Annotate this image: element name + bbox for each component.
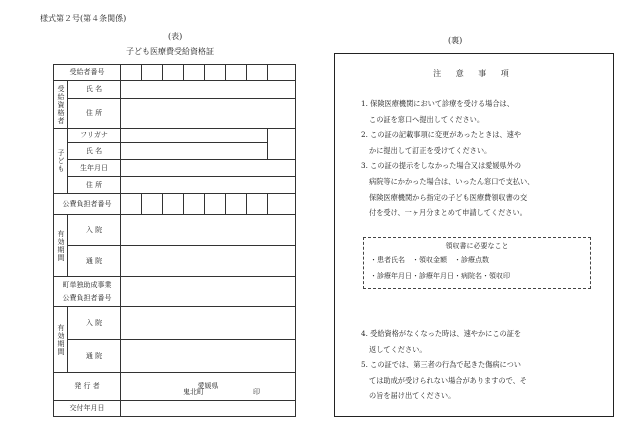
issuer-prefecture: 愛媛県 xyxy=(197,382,219,390)
certificate-form xyxy=(53,64,296,417)
digit-cell xyxy=(268,194,296,215)
name-label: 氏 名 xyxy=(68,81,121,99)
issue-date-label: 交付年月日 xyxy=(54,401,121,417)
digit-cell xyxy=(142,194,163,215)
receipt-requirements-box xyxy=(363,237,591,289)
digit-cell xyxy=(268,65,296,81)
note-line: 1. 保険医療機関において診療を受ける場合は、 xyxy=(361,99,514,108)
child-address-label: 住 所 xyxy=(68,177,121,194)
eligible-group-label: 受給資格者 xyxy=(54,81,68,129)
child-side-cell xyxy=(268,129,296,160)
town-program-line1: 町単独助成事業 xyxy=(62,280,112,289)
public-payer-number-label: 公費負担者番号 xyxy=(54,194,121,215)
note-line: 付を受け、一ヶ月分まとめて申請してください。 xyxy=(369,208,527,218)
digit-cell xyxy=(163,194,184,215)
outpatient-label: 通 院 xyxy=(68,246,121,277)
receipt-box-line1: ・患者氏名 ・領収金額 ・診療点数 xyxy=(370,256,489,264)
outpatient-value xyxy=(121,246,296,277)
note-line: 3. この証の提示をしなかった場合又は愛媛県外の xyxy=(361,161,522,171)
note-line: の旨を届け出てください。 xyxy=(369,391,456,401)
child-name-value xyxy=(121,143,268,160)
town-program-label xyxy=(54,277,121,307)
name-value xyxy=(121,81,296,99)
note-line: 病院等にかかった場合は、いったん窓口で支払い、 xyxy=(369,176,535,186)
note-line: この証を窓口へ提出してください。 xyxy=(369,114,485,124)
furigana-label: フリガナ xyxy=(68,129,121,143)
digit-cell xyxy=(184,65,205,81)
digit-cell xyxy=(184,194,205,215)
digit-cell xyxy=(226,65,247,81)
note-line: 5. この証では、第三者の行為で起きた傷病につい xyxy=(361,360,521,370)
address-value xyxy=(121,99,296,129)
digit-cell xyxy=(247,194,268,215)
furigana-value xyxy=(121,129,268,143)
note-line: ては助成が受けられない場合がありますので、そ xyxy=(369,375,527,385)
digit-cell xyxy=(247,65,268,81)
digit-cell xyxy=(205,194,226,215)
inpatient-value xyxy=(121,215,296,246)
digit-cell xyxy=(226,194,247,215)
town-program-value xyxy=(121,277,296,307)
form-number: 様式第２号(第４条関係) xyxy=(40,14,127,23)
receipt-box-caption: 領収書に必要なこと xyxy=(442,242,513,250)
recipient-number-label: 受給者番号 xyxy=(54,65,121,81)
address-label: 住 所 xyxy=(68,99,121,129)
digit-cell xyxy=(142,65,163,81)
outpatient-2-value xyxy=(121,340,296,373)
inpatient-2-label: 入 院 xyxy=(68,307,121,340)
notes-top xyxy=(361,96,601,221)
note-line: 2. この証の記載事項に変更があったときは、速や xyxy=(361,130,522,140)
town-program-line2: 公費負担者番号 xyxy=(62,293,112,302)
issue-date-value xyxy=(121,401,296,417)
digit-cell xyxy=(121,194,142,215)
child-address-value xyxy=(121,177,296,194)
digit-cell xyxy=(121,65,142,81)
back-side-label: (裏) xyxy=(448,36,463,45)
issuer-town: 鬼北町 xyxy=(183,388,204,396)
back-heading: 注 意 事 項 xyxy=(433,69,515,78)
outpatient-2-label: 通 院 xyxy=(68,340,121,373)
child-group-label: 子ども xyxy=(54,129,68,194)
front-side-label: (表) xyxy=(168,32,183,41)
birthdate-label: 生年月日 xyxy=(68,160,121,177)
child-name-label: 氏 名 xyxy=(68,143,121,160)
seal-mark: 印 xyxy=(253,388,260,396)
front-title: 子ども医療費受給資格証 xyxy=(126,47,214,56)
digit-cell xyxy=(163,65,184,81)
note-line: 保険医療機関から指定の子ども医療費領収書の交 xyxy=(369,192,528,202)
valid-period-label: 有効期間 xyxy=(54,215,68,277)
receipt-box-line2: ・診療年月日・診療年月日・病院名・領収印 xyxy=(370,272,510,280)
note-line: かに提出して訂正を受けてください。 xyxy=(369,145,492,155)
inpatient-label: 入 院 xyxy=(68,215,121,246)
birthdate-value xyxy=(121,160,296,177)
digit-cell xyxy=(205,65,226,81)
note-line: 4. 受給資格がなくなった時は、速やかにこの証を xyxy=(361,329,522,338)
back-panel xyxy=(334,53,614,417)
valid-period-2-label: 有効期間 xyxy=(54,307,68,373)
issuer-value xyxy=(121,373,296,401)
note-line: 返してください。 xyxy=(369,344,427,354)
inpatient-2-value xyxy=(121,307,296,340)
issuer-label: 発 行 者 xyxy=(54,373,121,401)
notes-bottom xyxy=(361,326,601,404)
